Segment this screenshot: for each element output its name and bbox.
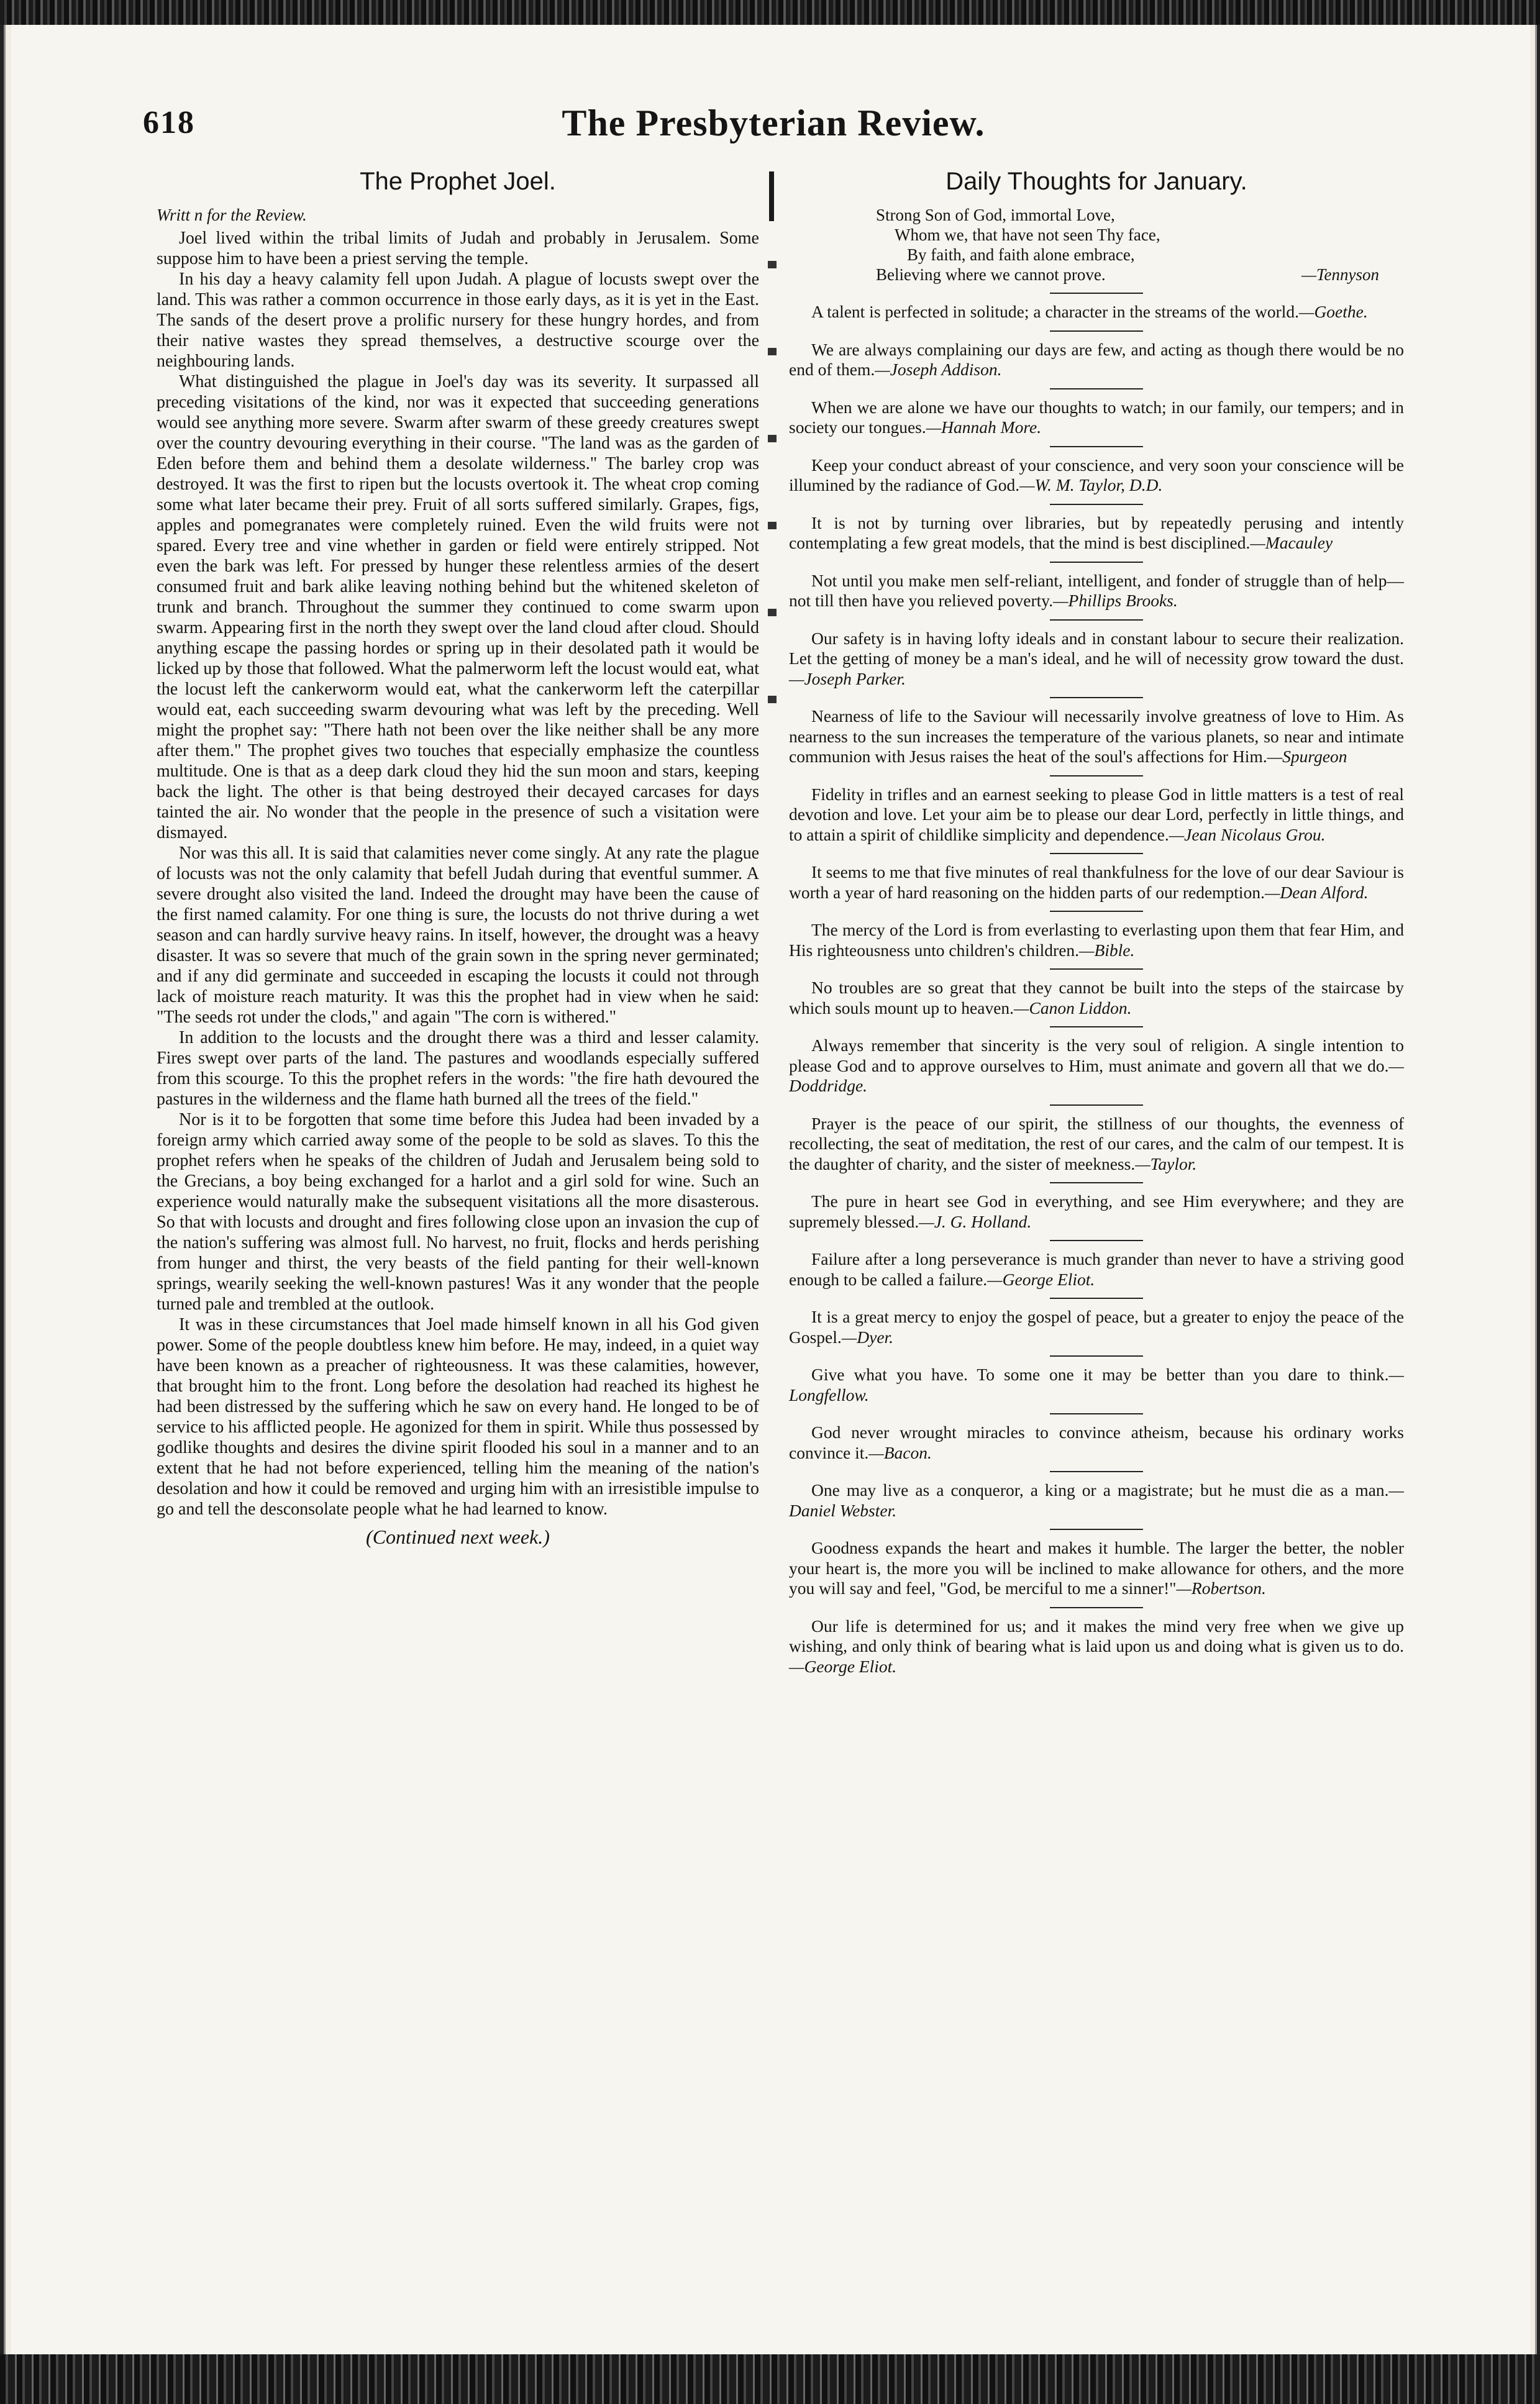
quote-separator: [1050, 968, 1143, 970]
quote-text: Keep your conduct abreast of your conscience, and very soon your conscience will be illumined by the radiance of God.: [789, 455, 1404, 494]
quote-author: —Robertson.: [1176, 1578, 1266, 1598]
quote-separator: [1050, 1240, 1143, 1241]
article-paragraph: Nor is it to be forgotten that some time before this Judea had been invaded by a foreign army which carried away some of the people to be sold as slaves. To this the prophet refers when he speaks of the children of Judah and Jerusalem being sold to the Grecians, a boy being exchanged for a harlot and a girl sold for wine. Such an experience would naturally make the subsequent visitations all the more disasterous. So that with locusts and drought and fires following close upon an invasion the cup of the nation's suffering was almost full. No harvest, no fruit, flocks and herds perishing from hunger and thirst, the very beasts of the field panting for their well-known springs, wearily seeking the well-known pastures! Was it any wonder that the people turned pale and trembled at the outlook.: [157, 1110, 759, 1314]
quote-author: —George Eliot.: [987, 1269, 1095, 1289]
article-paragraph: What distinguished the plague in Joel's day was its severity. It surpassed all preceding visitations of the kind, nor was it expected that succeeding generations would see anything more severe. Swarm after swarm of these greedy creatures swept over the country devouring everything in their course. "The land was as the garden of Eden before them and behind them a desolate wilderness." The barley crop was destroyed. It was the first to ripen but the locusts overtook it. The wheat crop coming some what later became their prey. Fruit of all sorts suffered similarly. Grapes, figs, apples and pomegranates were completely ruined. Even the wild fruits were not spared. Every tree and vine whether in garden or field were entirely stripped. Not even the bark was left. For pressed by hunger these relentless armies of the desert consumed fruit and bark alike leaving nothing behind but the whitened skeleton of trunk and branch. Throughout the summer they continued to come swarm upon swarm. Appearing first in the north they swept over the land cloud after cloud. Should anything escape the passing hordes or spring up in their desolated path it would be licked up by those that followed. What the palmerworm left the locust would eat, what the locust left the cankerworm would eat, what the cankerworm left the caterpillar would eat, each succeeding swarm devouring what was left by the preceding. Well might the prophet say: "There hath not been over the like neither shall be any more after them." The prophet gives two touches that especially emphasize the countless multitude. One is that as a deep dark cloud they hid the sun moon and stars, keeping back the light. The other is that being destroyed their decayed carcases for days tainted the air. No wonder that the people in the presence of such a visitation were dismayed.: [157, 372, 759, 842]
quote-text: Give what you have. To some one it may be better than you dare to think.: [811, 1365, 1389, 1384]
daily-thought-quote: [789, 1191, 1404, 1232]
quote-author: —Macauley: [1250, 533, 1333, 552]
quote-text: Prayer is the peace of our spirit, the stillness of our thoughts, the evenness of recollecting, the seat of meditation, the rest of our cares, and the calm of our tempest. It is the daughter of charity, and the sister of meekness.: [789, 1113, 1404, 1173]
quote-separator: [1050, 1298, 1143, 1299]
quote-text: It is not by turning over libraries, but by repeatedly perusing and intently contemplating a few great models, that the mind is best disciplined.: [789, 512, 1404, 552]
daily-thought-quote: [789, 1538, 1404, 1599]
daily-thought-quote: [789, 1114, 1404, 1175]
quote-text: It is a great mercy to enjoy the gospel of peace, but a greater to enjoy the peace of the Gospel.: [789, 1307, 1404, 1347]
quote-author: —Hannah More.: [926, 417, 1042, 437]
quote-separator: [1050, 1104, 1143, 1106]
quote-author: —J. G. Holland.: [919, 1211, 1032, 1231]
daily-thought-quote: [789, 706, 1404, 767]
scan-edge-bottom: [0, 2354, 1540, 2404]
daily-thought-quote: [789, 785, 1404, 845]
daily-thought-quote: [789, 1480, 1404, 1521]
quote-author: —Spurgeon: [1267, 747, 1347, 766]
daily-thought-quote: [789, 455, 1404, 496]
daily-thought-quote: [789, 629, 1404, 690]
daily-thought-quote: [789, 1036, 1404, 1096]
article-paragraph: Joel lived within the tribal limits of Judah and probably in Jerusalem. Some suppose him to have been a priest serving the temple.: [157, 229, 759, 268]
quote-separator: [1050, 388, 1143, 389]
publication-title: The Presbyterian Review.: [562, 102, 985, 143]
quote-separator: [1050, 330, 1143, 332]
quote-text: God never wrought miracles to convince atheism, because his ordinary works convince it.: [789, 1423, 1404, 1462]
daily-thought-quote: [789, 571, 1404, 611]
daily-thoughts-title: Daily Thoughts for January.: [945, 168, 1247, 195]
poem-line: By faith, and faith alone embrace,: [907, 245, 1135, 264]
quote-text: We are always complaining our days are few, and acting as though there would be no end of them.: [789, 339, 1404, 379]
quote-author: —Joseph Addison.: [875, 360, 1002, 379]
quote-separator: [1050, 697, 1143, 698]
quote-separator: [1050, 1529, 1143, 1530]
scan-edge-top: [0, 0, 1540, 25]
daily-thought-quote: [789, 978, 1404, 1018]
quote-author: —Longfellow.: [789, 1365, 1404, 1405]
quote-separator: [1050, 1413, 1143, 1414]
quote-text: Fidelity in trifles and an earnest seeking to please God in little matters is a test of real devotion and love. Let your aim be to please our dear Lord, perfectly in little things, and to attain a spirit of childlike simplicity and dependence.: [789, 784, 1404, 844]
article-paragraph: In his day a heavy calamity fell upon Judah. A plague of locusts swept over the land. This was rather a common occurrence in those early days, as it is yet in the East. The sands of the desert prove a prolific nursery for these hungry hordes, and from their native wastes they spread themselves, a destructive scourge over the neighbouring lands.: [157, 270, 759, 371]
quote-author: —George Eliot.: [789, 1656, 897, 1676]
quote-text: A talent is perfected in solitude; a character in the streams of the world.: [811, 302, 1299, 321]
article-paragraph: It was in these circumstances that Joel made himself known in all his God given power. Some of the people doubtless knew him before. He may, indeed, in a quiet way have been known as a preacher of righteousness. It was these calamities, however, that brought him to the front. Long before the desolation had reached its highest he had been distressed by the suffering which he saw on every hand. He longed to be of service to his afflicted people. He agonized for them in spirit. While thus possessed by godlike thoughts and desires the divine spirit flooded his soul in a manner and to an extent that he had not before experienced, telling him the meaning of the nation's desolation and how it could be removed and urging him with an irresistible impulse to go and tell the desconsolate people what he had learned to know.: [157, 1315, 759, 1519]
quote-text: Our life is determined for us; and it makes the mind very free when we give up wishing, and only think of bearing what is laid upon us and doing what is given us to do.: [789, 1616, 1404, 1655]
continued-notice: (Continued next week.): [366, 1526, 550, 1548]
quote-text: Nearness of life to the Saviour will necessarily involve greatness of love to Him. As nearness to the sun increases the temperature of the various planets, so near and intimate communion with Jesus raises the heat of the soul's affections for Him.: [789, 706, 1404, 766]
quote-author: —Goethe.: [1299, 302, 1368, 321]
quote-author: —Daniel Webster.: [789, 1480, 1404, 1520]
quote-separator: [1050, 1026, 1143, 1027]
daily-thoughts-column: [789, 166, 1404, 1677]
quote-separator: [1050, 446, 1143, 447]
article-the-prophet-joel: [157, 166, 759, 1547]
quote-text: One may live as a conqueror, a king or a magistrate; but he must die as a man.: [811, 1480, 1389, 1500]
article-title: The Prophet Joel.: [360, 168, 556, 195]
column-divider-marks: [768, 224, 777, 783]
quote-separator: [1050, 504, 1143, 505]
quote-text: The mercy of the Lord is from everlasting to everlasting upon them that fear Him, and His righteousness unto children's children.: [789, 920, 1404, 960]
opening-poem: [876, 205, 1404, 285]
quote-text: Not until you make men self-reliant, intelligent, and fonder of struggle than of help—not till then have you relieved poverty.: [789, 570, 1404, 610]
daily-thought-quote: [789, 862, 1404, 903]
quote-author: —Taylor.: [1135, 1154, 1197, 1173]
poem-line: Strong Son of God, immortal Love,: [876, 206, 1115, 224]
column-divider-ornament: [769, 171, 774, 221]
daily-thought-quote: [789, 1423, 1404, 1463]
quote-author: —Dyer.: [841, 1327, 894, 1347]
quote-author: —Joseph Parker.: [789, 668, 906, 688]
quote-author: —Canon Liddon.: [1014, 998, 1132, 1018]
article-paragraph: In addition to the locusts and the drought there was a third and lesser calamity. Fires swept over parts of the land. The pastures and woodlands especially suffered from this scourge. To this the prophet refers in the words: "the fire hath devoured the pastures in the wilderness and the flame hath burned all the trees of the field.": [157, 1028, 759, 1109]
quote-separator: [1050, 1607, 1143, 1608]
quote-text: Failure after a long perseverance is much grander than never to have a striving good enough to be called a failure.: [789, 1249, 1404, 1289]
quote-text: The pure in heart see God in everything, and see Him everywhere; and they are supremely blessed.: [789, 1191, 1404, 1231]
quote-author: —Dean Alford.: [1264, 882, 1369, 902]
daily-thought-quote: [789, 398, 1404, 438]
quote-text: Always remember that sincerity is the very soul of religion. A single intention to please God and to approve ourselves to Him, must animate and govern all that we do.: [789, 1036, 1404, 1075]
daily-thought-quote: [789, 1365, 1404, 1405]
page-number: 618: [143, 105, 195, 140]
article-byline: Writt n for the Review.: [157, 206, 307, 224]
daily-thought-quote: [789, 1249, 1404, 1290]
quote-separator: [1050, 775, 1143, 776]
daily-thought-quote: [789, 340, 1404, 380]
quote-text: Goodness expands the heart and makes it humble. The larger the better, the nobler your heart is, the more you will be inclined to make allowance for others, and the more you will say and feel, "God, be merciful to me a sinner!": [789, 1538, 1404, 1598]
quote-separator: [1050, 1182, 1143, 1183]
quote-author: —W. M. Taylor, D.D.: [1019, 475, 1163, 494]
page-header: [143, 104, 1404, 160]
quote-separator: [1050, 853, 1143, 854]
article-paragraph: Nor was this all. It is said that calamities never come singly. At any rate the plague of locusts was not the only calamity that befell Judah during that eventful summer. A severe drought also visited the land. Indeed the drought may have been the cause of the first named calamity. For one thing is sure, the locusts do not thrive during a wet season and can hardly survive heavy rains. In itself, however, the drought was a heavy disaster. It was so severe that much of the grain sown in the spring never germinated; and if any did germinate and succeeded in escaping the locusts it could not through lack of moisture reach maturity. It was this the prophet had in view when he said: "The seeds rot under the clods," and again "The corn is withered.": [157, 844, 759, 1027]
quote-separator: [1050, 619, 1143, 621]
scan-edge-right: [1530, 25, 1540, 2354]
quote-text: Our safety is in having lofty ideals and in constant labour to secure their realization. Let the getting of money be a man's ideal, and he will of necessity grow toward the dust.: [789, 628, 1404, 668]
quote-text: No troubles are so great that they cannot be built into the steps of the staircase by which souls mount up to heaven.: [789, 978, 1404, 1018]
quote-list: [789, 293, 1404, 1677]
quote-separator: [1050, 911, 1143, 912]
daily-thought-quote: [789, 513, 1404, 553]
poem-line: [876, 265, 1404, 285]
poem-line: Whom we, that have not seen Thy face,: [895, 225, 1160, 244]
quote-separator: [1050, 293, 1143, 294]
quote-author: —Bible.: [1079, 940, 1135, 960]
quote-author: —Jean Nicolaus Grou.: [1169, 824, 1326, 844]
daily-thought-quote: [789, 1307, 1404, 1347]
daily-thought-quote: [789, 1616, 1404, 1677]
quote-author: —Phillips Brooks.: [1053, 591, 1178, 610]
daily-thought-quote: [789, 920, 1404, 960]
quote-author: —Doddridge.: [789, 1055, 1404, 1095]
quote-separator: [1050, 1355, 1143, 1357]
poem-line-text: Believing where we cannot prove.: [876, 265, 1106, 284]
scan-edge-left: [0, 25, 11, 2354]
quote-text: When we are alone we have our thoughts to watch; in our family, our tempers; and in society our tongues.: [789, 397, 1404, 437]
quote-author: —Bacon.: [868, 1442, 932, 1462]
quote-separator: [1050, 1471, 1143, 1472]
quote-text: It seems to me that five minutes of real thankfulness for the love of our dear Saviour is worth a year of hard reasoning on the hidden parts of our redemption.: [789, 862, 1404, 902]
quote-separator: [1050, 562, 1143, 563]
poem-author: —Tennyson: [1301, 265, 1379, 284]
daily-thought-quote: [789, 302, 1404, 322]
